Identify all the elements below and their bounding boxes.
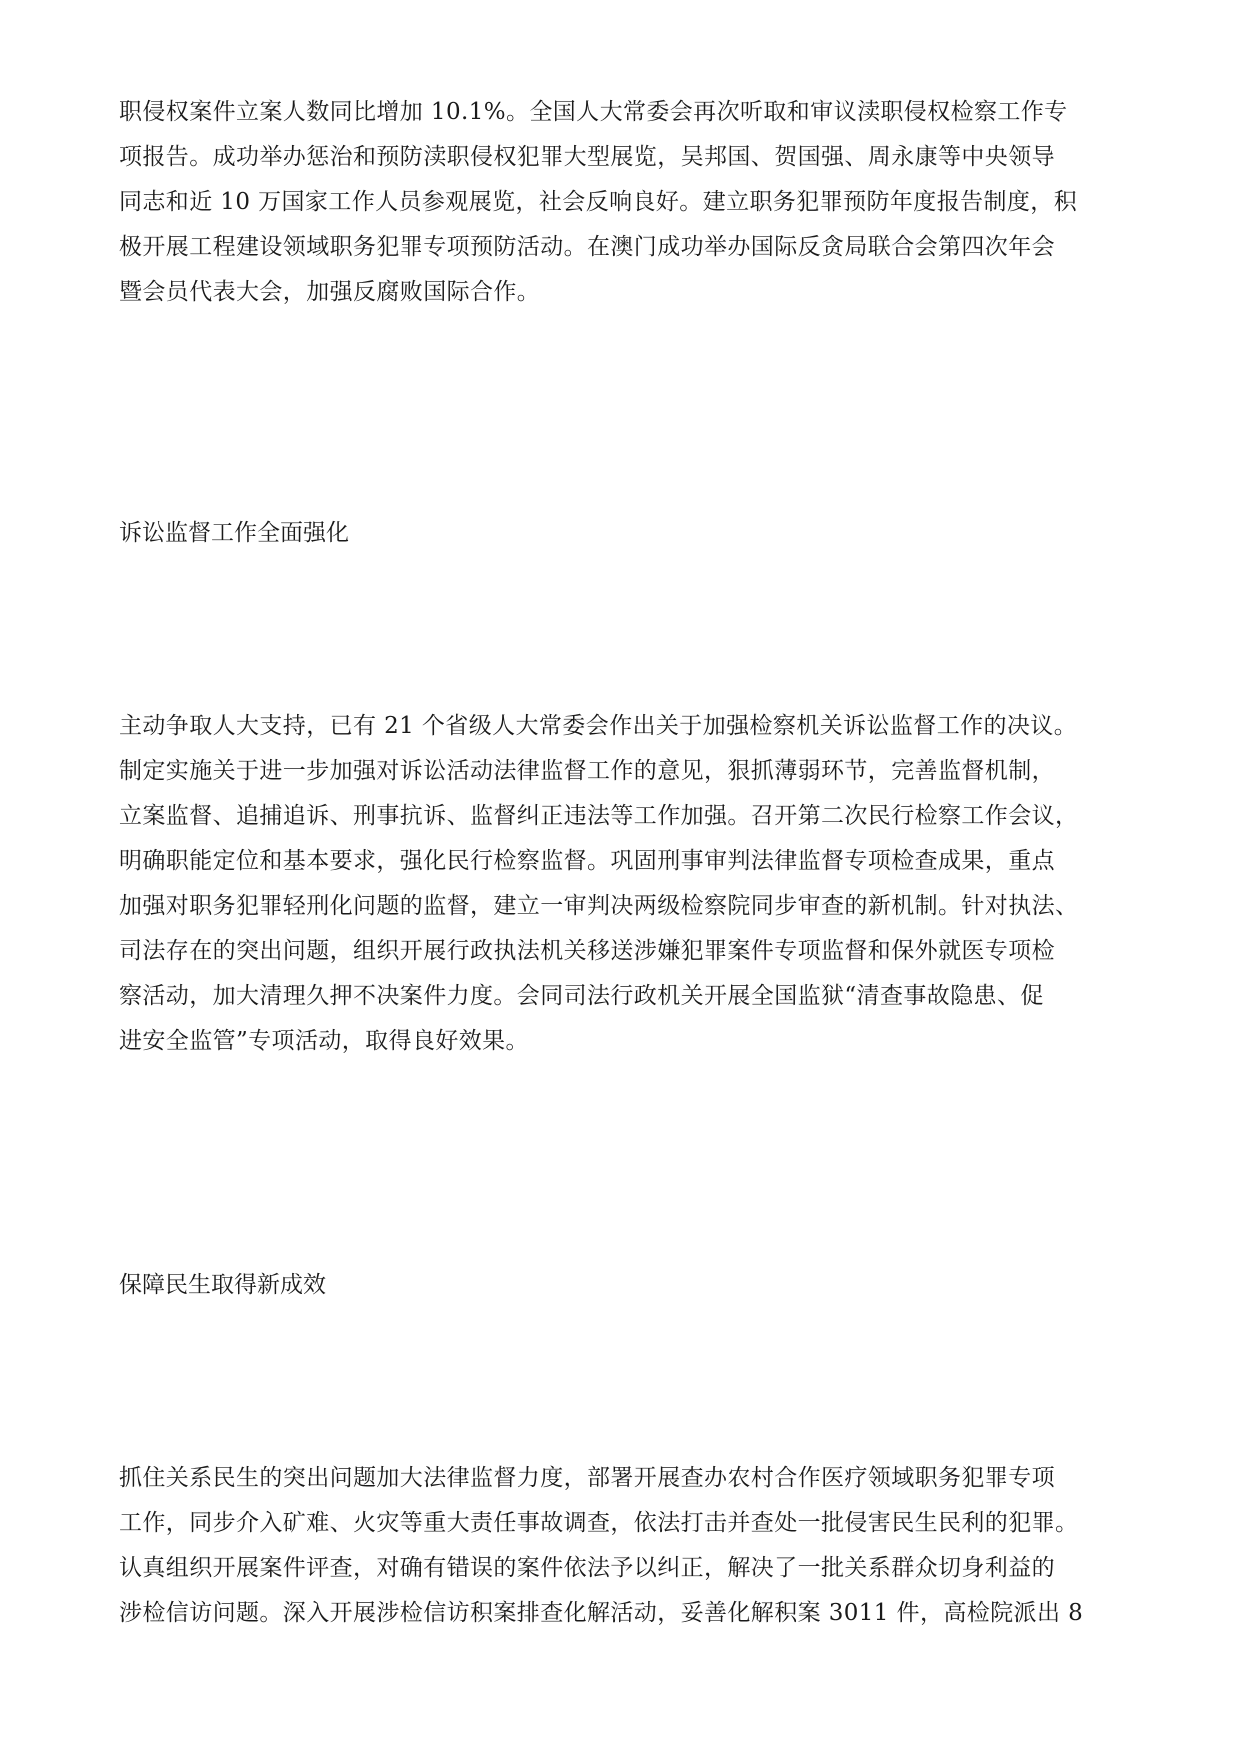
paragraph-line: 暨会员代表大会，加强反腐败国际合作。 [119,279,541,305]
paragraph-line: 进安全监管”专项活动，取得良好效果。 [119,1028,529,1054]
paragraph-line: 明确职能定位和基本要求，强化民行检察监督。巩固刑事审判法律监督专项检查成果，重点 [119,848,1055,874]
paragraph-litigation-supervision [119,704,1131,1064]
section-heading-livelihood: 保障民生取得新成效 [119,1272,326,1298]
paragraph-line: 主动争取人大支持，已有 21 个省级人大常委会作出关于加强检察机关诉讼监督工作的决议。 [119,713,1078,739]
paragraph-anti-corruption [119,90,1131,315]
paragraph-line: 涉检信访问题。深入开展涉检信访积案排查化解活动，妥善化解积案 3011 件，高检院派出 8 [119,1600,1084,1626]
paragraph-line: 立案监督、追捕追诉、刑事抗诉、监督纠正违法等工作加强。召开第二次民行检察工作会议， [119,803,1079,829]
paragraph-livelihood [119,1456,1131,1636]
paragraph-line: 项报告。成功举办惩治和预防渎职侵权犯罪大型展览，吴邦国、贺国强、周永康等中央领导 [119,144,1055,170]
paragraph-line: 司法存在的突出问题，组织开展行政执法机关移送涉嫌犯罪案件专项监督和保外就医专项检 [119,938,1055,964]
paragraph-line: 抓住关系民生的突出问题加大法律监督力度，部署开展查办农村合作医疗领域职务犯罪专项 [119,1465,1055,1491]
section-heading-litigation-supervision: 诉讼监督工作全面强化 [119,520,349,546]
paragraph-line: 认真组织开展案件评查，对确有错误的案件依法予以纠正，解决了一批关系群众切身利益的 [119,1555,1055,1581]
paragraph-line: 极开展工程建设领域职务犯罪专项预防活动。在澳门成功举办国际反贪局联合会第四次年会 [119,234,1055,260]
paragraph-line: 同志和近 10 万国家工作人员参观展览，社会反响良好。建立职务犯罪预防年度报告制度，积 [119,189,1078,215]
paragraph-line: 加强对职务犯罪轻刑化问题的监督，建立一审判决两级检察院同步审查的新机制。针对执法、 [119,893,1079,919]
paragraph-line: 职侵权案件立案人数同比增加 10.1%。全国人大常委会再次听取和审议渎职侵权检察工作专 [119,99,1068,125]
paragraph-line: 制定实施关于进一步加强对诉讼活动法律监督工作的意见，狠抓薄弱环节，完善监督机制， [119,758,1055,784]
paragraph-line: 察活动，加大清理久押不决案件力度。会同司法行政机关开展全国监狱“清查事故隐患、促 [119,983,1044,1009]
paragraph-line: 工作，同步介入矿难、火灾等重大责任事故调查，依法打击并查处一批侵害民生民利的犯罪。 [119,1510,1079,1536]
